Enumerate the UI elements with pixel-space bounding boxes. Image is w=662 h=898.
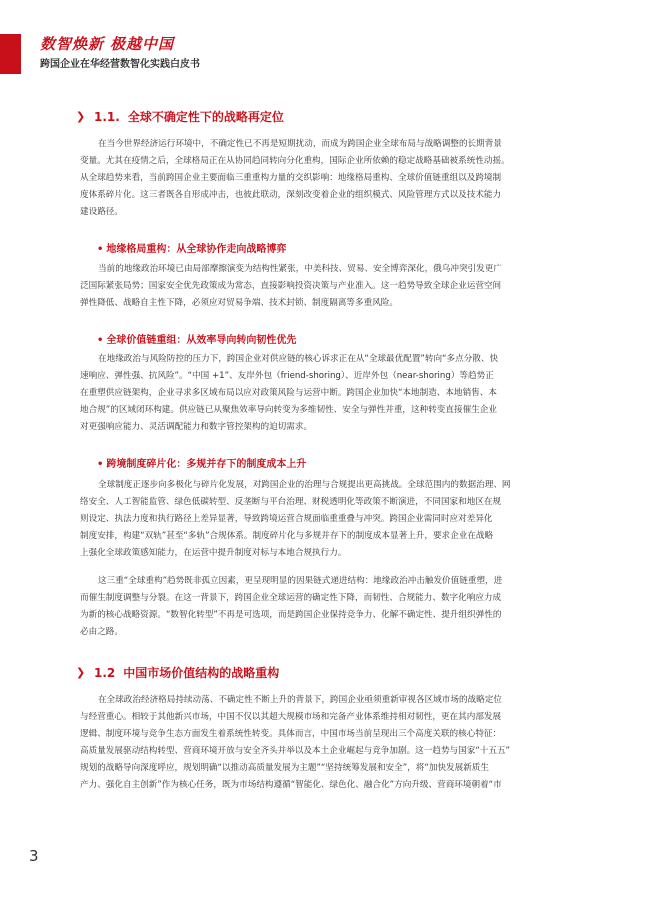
text-line: 变量。尤其在疫情之后，全球格局正在从协同趋同转向分化重构，国际企业所依赖的稳定战略基础被系统性动摇。 xyxy=(80,156,510,166)
brand-color-block xyxy=(0,34,21,74)
subheading-value-chain xyxy=(97,331,296,346)
page-number: 3 xyxy=(29,847,39,865)
text-line: 在地缘政治与风险防控的压力下，跨国企业对供应链的核心诉求正在从“全球最优配置”转向“多点分散、快 xyxy=(98,354,499,364)
text-line: 则设定、执法力度和执行路径上差异显著，导致跨境运营合规面临重重叠与冲突。跨国企业需同时应对差异化 xyxy=(80,514,493,524)
text-line: 逻辑、制度环境与竞争生态方面发生着系统性转变。具体而言，中国市场当前呈现出三个高度关联的核心特征： xyxy=(80,729,502,739)
section-title: 全球不确定性下的战略再定位 xyxy=(127,110,284,124)
text-line: 速响应、弹性强、抗风险”。“中国 +1”、友岸外包（friend-shoring）、近岸外包（near-shoring）等趋势正 xyxy=(80,371,494,381)
bullet-icon: • xyxy=(97,335,104,346)
subheading-text: 地缘格局重构：从全球协作走向战略博弈 xyxy=(106,244,287,255)
section-title: 中国市场价值结构的战略重构 xyxy=(123,666,280,680)
section-number: 1.1. xyxy=(94,109,120,124)
bullet-icon: • xyxy=(97,244,104,255)
brand-logo-right: 极越中国 xyxy=(110,35,175,53)
subheading-text: 跨境制度碎片化：多规并存下的制度成本上升 xyxy=(106,459,307,470)
text-line: 从全球趋势来看，当前跨国企业主要面临三重重构力量的交织影响：地缘格局重构、全球价值链重组以及跨境制 xyxy=(80,173,502,183)
text-line: 在全球政治经济格局持续动荡、不确定性不断上升的背景下，跨国企业亟须重新审视各区域市场的战略定位 xyxy=(98,695,502,705)
text-line: 建设路径。 xyxy=(80,207,123,217)
paragraph-institutional xyxy=(80,477,578,562)
text-line: 而催生制度调整与分裂。在这一背景下，跨国企业全球运营的确定性下降，而韧性、合规能力、数字化响应力成 xyxy=(80,593,502,603)
chevron-right-icon: ❯ xyxy=(76,666,86,679)
subheading-institutional xyxy=(97,455,306,470)
chevron-right-icon: ❯ xyxy=(76,110,86,123)
text-line: 在当今世界经济运行环境中，不确定性已不再是短期扰动，而成为跨国企业全球布局与战略调整的长期背景 xyxy=(98,139,502,149)
text-line: 泛国际紧张局势；国家安全优先政策成为常态，直接影响投资决策与产业准入。这一趋势导致全球企业运营空间 xyxy=(80,281,502,291)
text-line: 弹性降低、战略自主性下降，必须应对贸易争端、技术封锁、制度隔离等多重风险。 xyxy=(80,298,398,308)
text-line: 高质量发展驱动结构转型、营商环境开放与安全齐头并举以及本土企业崛起与竞争加剧。这一趋势与国家“十五五” xyxy=(80,746,511,756)
text-line: 上强化全球政策感知能力，在运营中提升制度对标与本地合规执行力。 xyxy=(80,548,347,558)
brand-logo xyxy=(40,33,174,54)
paragraph-geopolitics xyxy=(80,261,578,312)
text-line: 度体系碎片化。这三者既各自形成冲击，也彼此联动，深刻改变着企业的组织模式、风险管理方式以及技术能力 xyxy=(80,190,502,200)
subheading-text: 全球价值链重组：从效率导向转向韧性优先 xyxy=(106,335,297,346)
document-subtitle: 跨国企业在华经营数智化实践白皮书 xyxy=(40,59,200,70)
text-line: 对更强响应能力、灵活调配能力和数字管控架构的迫切需求。 xyxy=(80,422,313,432)
text-line: 规划的战略导向深度呼应，规划明确“以推动高质量发展为主题”“坚持统筹发展和安全”，将“加快发展新质生 xyxy=(80,763,489,773)
text-line: 络安全、人工智能监管、绿色低碳转型、反垄断与平台治理、财税透明化等政策不断演进，不同国家和地区在规 xyxy=(80,497,502,507)
subheading-geopolitics xyxy=(97,240,286,255)
text-line: 制度安排，构建“双轨”甚至“多轨”合规体系。制度碎片化与多规并存下的制度成本显著上升，要求企业在战略 xyxy=(80,531,494,541)
section-heading-1-1 xyxy=(76,108,284,125)
text-line: 为新的核心战略资源。“数智化转型”不再是可选项，而是跨国企业保持竞争力、化解不确定性、提升组织弹性的 xyxy=(80,610,502,620)
paragraph-intro xyxy=(80,136,578,221)
brand-logo-left: 数智焕新 xyxy=(40,35,105,53)
paragraph-china-market xyxy=(80,692,578,794)
paragraph-closing xyxy=(80,573,578,641)
section-heading-1-2 xyxy=(76,664,279,681)
paragraph-value-chain xyxy=(80,351,578,436)
section-number: 1.2 xyxy=(94,665,116,680)
text-line: 在重塑供应链架构，企业寻求多区域布局以应对政策风险与运营中断。跨国企业加快“本地制造、本地销售、本 xyxy=(80,388,497,398)
text-line: 当前的地缘政治环境已由局部摩擦演变为结构性紧张，中美科技、贸易、安全博弈深化，俄乌冲突引发更广 xyxy=(98,264,502,274)
bullet-icon: • xyxy=(97,459,104,470)
text-line: 与经营重心。相较于其他新兴市场，中国不仅以其超大规模市场和完备产业体系维持相对韧性，更在其内部发展 xyxy=(80,712,502,722)
text-line: 这三重“全球重构”趋势既非孤立因素，更呈现明显的因果链式递进结构：地缘政治冲击触发价值链重塑，进 xyxy=(98,576,503,586)
text-line: 地合规”的区域闭环构建。供应链已从聚焦效率导向转变为多维韧性、安全与弹性并重，这种转变直接催生企业 xyxy=(80,405,497,415)
text-line: 必由之路。 xyxy=(80,627,123,637)
text-line: 产力、强化自主创新”作为核心任务，既为市场结构遵循“智能化、绿色化、融合化”方向升级、营商环境朝着“市 xyxy=(80,780,502,790)
text-line: 全球制度正逐步向多极化与碎片化发展，对跨国企业的治理与合规提出更高挑战。全球范围内的数据治理、网 xyxy=(98,480,511,490)
